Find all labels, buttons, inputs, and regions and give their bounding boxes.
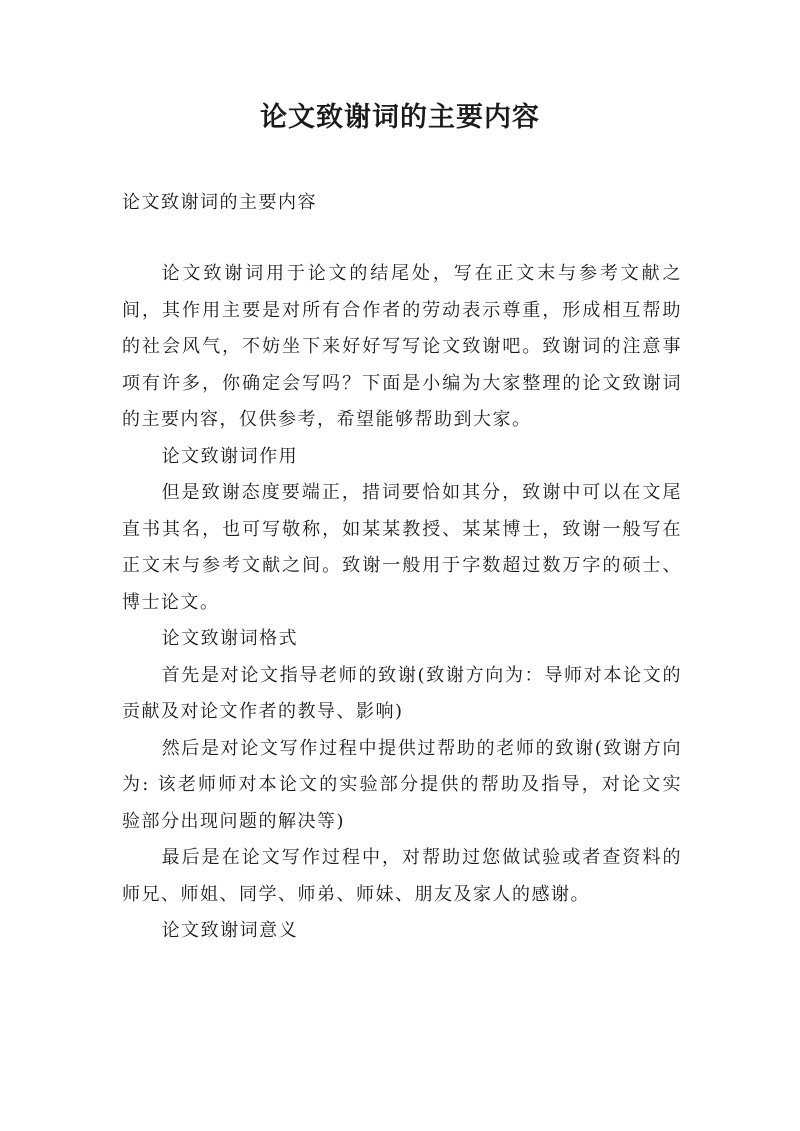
section-heading-purpose: 论文致谢词作用	[161, 445, 299, 467]
section-heading-meaning: 论文致谢词意义	[161, 920, 299, 941]
format-paragraph-advisor: 首先是对论文指导老师的致谢(致谢方向为：导师对本论文的贡献及对论文作者的教导、影响)	[122, 664, 682, 722]
purpose-paragraph: 但是致谢态度要端正，措词要恰如其分，致谢中可以在文尾直书其名，也可写敬称，如某某教授、某某博士，致谢一般写在正文末与参考文献之间。致谢一般用于字数超过数万字的硕士、博士论文。	[122, 482, 682, 613]
intro-paragraph: 论文致谢词用于论文的结尾处，写在正文末与参考文献之间，其作用主要是对所有合作者的劳动表示尊重，形成相互帮助的社会风气，不妨坐下来好好写写论文致谢吧。致谢词的注意事项有许多，你确定会写吗？下面是小编为大家整理的论文致谢词的主要内容，仅供参考，希望能够帮助到大家。	[122, 263, 682, 430]
format-paragraph-peers: 最后是在论文写作过程中，对帮助过您做试验或者查资料的师兄、师姐、同学、师弟、师妹、朋友及家人的感谢。	[122, 847, 682, 905]
format-paragraph-teachers: 然后是对论文写作过程中提供过帮助的老师的致谢(致谢方向为: 该老师师对本论文的实验部分提供的帮助及指导，对论文实验部分出现问题的解决等)	[122, 737, 682, 832]
document-body	[122, 256, 682, 950]
section-heading-format: 论文致谢词格式	[161, 628, 299, 649]
document-subtitle: 论文致谢词的主要内容	[122, 192, 317, 213]
document-title: 论文致谢词的主要内容	[260, 102, 540, 133]
